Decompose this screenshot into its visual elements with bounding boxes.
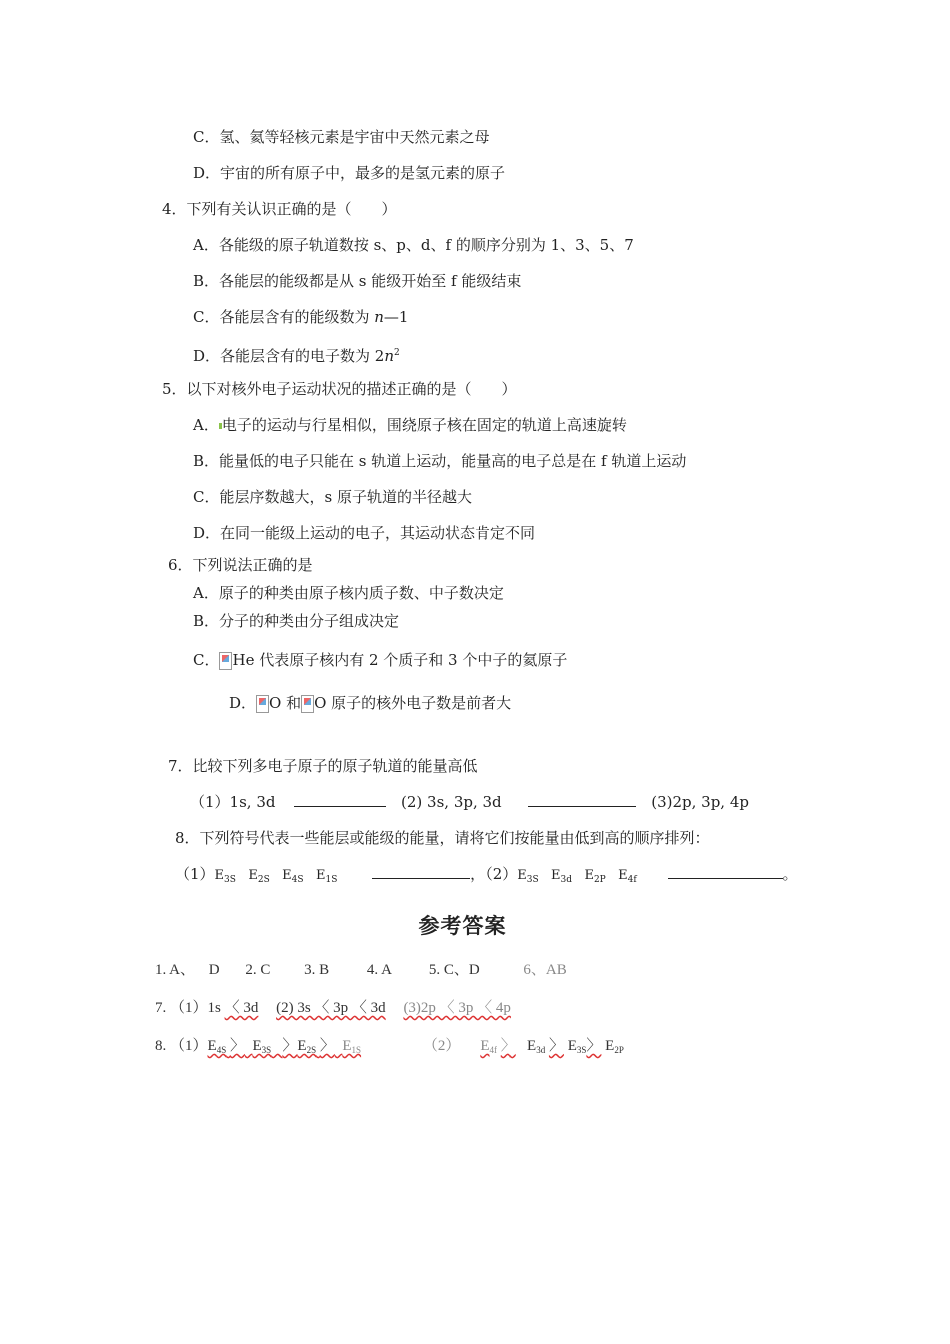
answer-item: D (208, 962, 220, 978)
energy-sub: 3S (261, 1045, 272, 1055)
q4-option-d-var: n (384, 347, 395, 365)
energy-term: E (282, 868, 292, 883)
gt-sign: 〉 (548, 1038, 564, 1054)
q6-option-c (193, 650, 567, 670)
gt-sign: 〉 (500, 1038, 516, 1054)
q6-stem: 6．下列说法正确的是 (168, 556, 313, 574)
q4-option-c-var: n (374, 308, 384, 326)
energy-sub: 3S (526, 875, 539, 885)
q4-option-a: A．各能级的原子轨道数按 s、p、d、f 的顺序分别为 1、3、5、7 (193, 236, 634, 254)
q4-option-d-sup: 2 (394, 348, 400, 358)
energy-term: E (342, 1038, 352, 1054)
q4-stem: 4．下列有关认识正确的是（ ） (162, 200, 397, 218)
q8-comma: ， (470, 865, 486, 883)
energy-term: E (297, 1038, 307, 1054)
gt-sign: 〉 (319, 1038, 335, 1054)
q8-blank-1[interactable] (372, 864, 470, 879)
q7-stem: 7．比较下列多电子原子的原子轨道的能量高低 (168, 757, 478, 775)
energy-term: E (315, 868, 326, 883)
q6-option-d-mid: O 和 (269, 694, 302, 712)
energy-term: E (207, 1038, 217, 1054)
q8-end: 。 (782, 865, 798, 883)
answer-item: 5. C、D (428, 962, 480, 978)
q4-option-d (193, 343, 400, 366)
energy-term: E (605, 1038, 615, 1054)
energy-sub: 4f (489, 1045, 497, 1055)
answer-item: 1. A、 (155, 962, 196, 978)
answers-title: 参考答案 (418, 914, 507, 938)
q5-option-a (193, 415, 627, 435)
q4-option-b: B．各能层的能级都是从 s 能级开始至 f 能级结束 (193, 272, 522, 290)
broken-image-icon (256, 695, 269, 713)
q8-part-1-label: （1） (175, 865, 215, 883)
answer-item: 3. B (304, 962, 330, 978)
q5-stem: 5．以下对核外电子运动状况的描述正确的是（ ） (162, 380, 517, 398)
energy-sub: 4S (216, 1045, 227, 1055)
answer-item: 6、AB (523, 962, 567, 978)
energy-sub: 3S (576, 1045, 587, 1055)
answer-item: 4. A (366, 962, 392, 978)
q5-option-a-text: 电子的运动与行星相似，围绕原子核在固定的轨道上高速旋转 (221, 416, 627, 434)
energy-term: E (252, 1038, 262, 1054)
energy-sub: 2S (257, 875, 270, 885)
energy-sub: 4f (627, 875, 637, 885)
energy-term: E (214, 868, 225, 883)
answer-8-label: 8. （1） (155, 1038, 208, 1054)
answer-7-label: 7. （1）1s (155, 1000, 221, 1016)
q5-option-b: B．能量低的电子只能在 s 轨道上运动，能量高的电子总是在 f 轨道上运动 (193, 452, 687, 470)
answer-8-seq-2 (480, 1038, 624, 1054)
energy-sub: 3d (560, 875, 573, 885)
energy-sub: 1S (351, 1045, 362, 1055)
q6-option-c-text: He 代表原子核内有 2 个质子和 3 个中子的氦原子 (232, 651, 568, 669)
q6-option-a: A．原子的种类由原子核内质子数、中子数决定 (193, 584, 504, 602)
q8-part-2-terms (517, 868, 636, 883)
gt-sign: 〉 (282, 1038, 298, 1054)
energy-term: E (618, 868, 628, 883)
energy-sub: 4S (291, 875, 304, 885)
answer-8-label-2: （2） (422, 1038, 461, 1054)
q4-option-c (193, 307, 408, 327)
q8-blank-2[interactable] (668, 864, 783, 879)
energy-term: E (517, 868, 527, 883)
q6-option-b: B．分子的种类由分子组成决定 (193, 612, 400, 630)
answer-7-part-1: 〈 3d (224, 1000, 259, 1016)
q6-option-d (229, 693, 511, 713)
answer-8-seq-1 (208, 1038, 362, 1054)
q5-option-a-label: A． (193, 416, 219, 434)
q7-blank-2[interactable] (528, 792, 636, 807)
q3-option-d: D．宇宙的所有原子中，最多的是氢元素的原子 (193, 164, 506, 182)
energy-term: E (480, 1038, 490, 1054)
q7-part-3: (3)2p, 3p, 4p (651, 793, 749, 811)
q8-part-1-terms (215, 868, 338, 883)
q7-blank-1[interactable] (294, 792, 386, 807)
q7-parts (190, 792, 749, 812)
q5-option-c: C．能层序数越大，s 原子轨道的半径越大 (193, 488, 472, 506)
energy-term: E (567, 1038, 577, 1054)
answer-7-part-2: (2) 3s 〈 3p 〈 3d (276, 1000, 386, 1016)
q3-option-c: C．氢、氦等轻核元素是宇宙中天然元素之母 (193, 128, 490, 146)
broken-image-icon (219, 652, 232, 670)
energy-sub: 2P (614, 1045, 624, 1055)
answers-row-1 (155, 960, 567, 980)
q6-option-d-text: O 原子的核外电子数是前者大 (314, 694, 512, 712)
energy-sub: 3S (224, 875, 236, 885)
q8-part-2-label: （2） (485, 865, 518, 883)
energy-sub: 2S (306, 1045, 317, 1055)
q4-option-c-post: —1 (383, 308, 409, 326)
answer-item: 2. C (245, 962, 271, 978)
q6-option-d-label: D． (229, 694, 257, 712)
energy-sub: 2P (593, 875, 606, 885)
q8-parts (175, 864, 798, 890)
energy-sub: 1S (325, 875, 338, 885)
energy-term: E (584, 868, 594, 883)
answer-7-part-3: (3)2p 〈 3p 〈 4p (403, 1000, 511, 1016)
gt-sign: 〉 (229, 1038, 245, 1054)
gt-sign: 〉 (586, 1038, 602, 1054)
answers-row-3 (155, 1036, 624, 1060)
q7-part-1: （1）1s, 3d (190, 793, 276, 811)
q7-part-2: (2) 3s, 3p, 3d (401, 793, 502, 811)
q5-option-d: D．在同一能级上运动的电子，其运动状态肯定不同 (193, 524, 536, 542)
q4-option-d-text: D．各能层含有的电子数为 2 (193, 347, 385, 365)
q4-option-c-text: C．各能层含有的能级数为 (193, 308, 375, 326)
broken-image-icon (301, 695, 314, 713)
answers-row-2 (155, 998, 511, 1018)
energy-term: E (248, 868, 258, 883)
energy-sub: 3d (536, 1045, 546, 1055)
energy-term: E (551, 868, 561, 883)
q8-stem: 8．下列符号代表一些能层或能级的能量，请将它们按能量由低到高的顺序排列： (175, 829, 710, 847)
q6-option-c-label: C． (193, 651, 220, 669)
energy-term: E (527, 1038, 537, 1054)
